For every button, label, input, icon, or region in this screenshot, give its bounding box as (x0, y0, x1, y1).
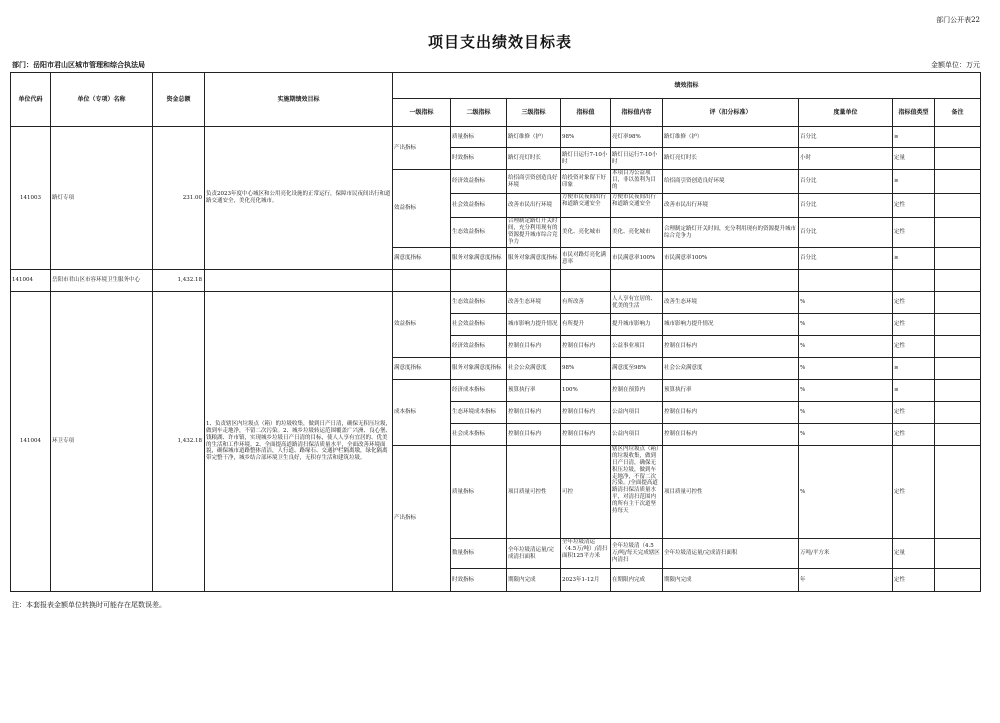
value-type-cell: 定性 (893, 446, 935, 539)
value-cell: 路灯日运行7-10小时 (561, 148, 611, 170)
value-cell (561, 270, 611, 292)
remark-cell (935, 194, 981, 218)
header-measure: 度量单位 (799, 99, 893, 127)
value-cell: 100% (561, 380, 611, 402)
table-row (11, 270, 981, 292)
table-number-label: 部门公开表22 (936, 16, 980, 24)
total-cell: 1,432.18 (153, 270, 205, 292)
value-cell (561, 194, 611, 218)
level2-cell: 时效指标 (451, 148, 507, 170)
remark-cell (935, 270, 981, 292)
level3-cell: 改善市民出行环境 (507, 194, 561, 218)
measure-cell: 年 (799, 569, 893, 592)
scoring-cell: 改善生态环境 (663, 292, 799, 314)
level3-cell: 城市影响力提升情况 (507, 314, 561, 336)
table-row (11, 292, 981, 314)
department-label: 部门：岳阳市君山区城市管理和综合执法局 (12, 60, 145, 69)
remark-cell (935, 248, 981, 270)
level2-cell: 时效指标 (451, 569, 507, 592)
remark-cell (935, 569, 981, 592)
scoring-cell: 市民满意率100% (663, 248, 799, 270)
value-cell: 市民对路灯亮化满意率 (561, 248, 611, 270)
level2-cell: 质量指标 (451, 446, 507, 539)
level2-cell: 质量指标 (451, 127, 507, 148)
value-content-cell: 在期限内完成 (611, 569, 663, 592)
total-cell: 231.00 (153, 127, 205, 270)
level2-cell: 社会效益指标 (451, 194, 507, 218)
remark-cell (935, 380, 981, 402)
level2-cell: 经济效益指标 (451, 170, 507, 194)
remark-cell (935, 402, 981, 424)
value-content-cell: 公益事业项目 (611, 336, 663, 358)
measure-cell: % (799, 446, 893, 539)
measure-cell: % (799, 380, 893, 402)
header-value-content: 指标值内容 (611, 99, 663, 127)
value-content-text: 本项目为公益项目，非以盈利为目的 (612, 170, 657, 190)
level3-text: 合理制定路灯开关时间，充分利用现有的资源提升城市综合竞争力 (508, 218, 558, 245)
level1-cell: 产出指标 (393, 446, 451, 592)
header-value: 指标值 (561, 99, 611, 127)
remark-cell (935, 539, 981, 569)
measure-cell: 百分比 (799, 194, 893, 218)
remark-cell (935, 358, 981, 380)
scoring-cell: 路灯亮灯时长 (663, 148, 799, 170)
level3-cell (507, 270, 561, 292)
level3-cell: 期限内完成 (507, 569, 561, 592)
value-content-text: 辖区内垃圾点（箱）的垃圾收集，做到日产日清，确保无积压垃圾，做到车走地净，不留二次污染。/全面提高道路清扫保洁质量水平，对清扫范围内的所有主干次道坚持每天 (612, 446, 659, 514)
remark-cell (935, 314, 981, 336)
unit-code-cell: 141004 (11, 292, 51, 592)
value-content-cell (611, 194, 663, 218)
unit-name-cell: 路灯专项 (51, 127, 153, 270)
footer-note: 注：本套报表金额单位转换时可能存在尾数误差。 (12, 601, 166, 609)
measure-cell: % (799, 424, 893, 446)
level2-cell: 经济成本指标 (451, 380, 507, 402)
measure-cell: 百分比 (799, 248, 893, 270)
scoring-cell: 控制在目标内 (663, 424, 799, 446)
header-unit-code: 单位代码 (11, 73, 51, 127)
value-content-cell: 公益内项目 (611, 424, 663, 446)
value-text: 全年垃圾清运（4.5万/吨）/清扫面积125平方米 (562, 539, 608, 559)
level2-cell: 数量指标 (451, 539, 507, 569)
value-cell: 给投资对象留下好印象 (561, 170, 611, 194)
level2-cell: 生态效益指标 (451, 218, 507, 248)
scoring-cell: 改善市民出行环境 (663, 194, 799, 218)
scoring-cell: 路灯维修（护） (663, 127, 799, 148)
value-type-cell: 定性 (893, 218, 935, 248)
value-content-cell: 满意度至98% (611, 358, 663, 380)
level2-cell: 社会成本指标 (451, 424, 507, 446)
value-content-cell (611, 270, 663, 292)
unit-code-cell: 141004 (11, 270, 51, 292)
level3-cell: 路灯维修（护） (507, 127, 561, 148)
level2-cell: 社会效益指标 (451, 314, 507, 336)
scoring-cell: 控制在目标内 (663, 336, 799, 358)
value-content-cell: 美化、亮化城市 (611, 218, 663, 248)
goal-cell (205, 270, 393, 292)
header-remark: 备注 (935, 99, 981, 127)
value-type-cell: ≥ (893, 358, 935, 380)
value-content-text: 方便市民夜间出行和道路交通安全 (612, 194, 657, 207)
header-level1: 一级指标 (393, 99, 451, 127)
scoring-cell: 全年垃圾清运量/完成清扫面积 (663, 539, 799, 569)
value-type-cell: 定性 (893, 424, 935, 446)
level3-cell: 给招商引资创造良好环境 (507, 170, 561, 194)
value-type-cell: ≤ (893, 380, 935, 402)
header-level3: 三级指标 (507, 99, 561, 127)
measure-cell (799, 270, 893, 292)
remark-cell (935, 336, 981, 358)
value-cell: 98% (561, 127, 611, 148)
header-unit-name: 单位（专项）名称 (51, 73, 153, 127)
remark-cell (935, 170, 981, 194)
value-type-cell: 定性 (893, 292, 935, 314)
scoring-cell: 项目质量可控性 (663, 446, 799, 539)
level2-cell: 服务对象满意度指标 (451, 248, 507, 270)
level1-cell: 成本指标 (393, 380, 451, 446)
value-cell: 控制在目标内 (561, 424, 611, 446)
level3-cell: 社会公众满意度 (507, 358, 561, 380)
remark-cell (935, 218, 981, 248)
scoring-cell: 控制在目标内 (663, 402, 799, 424)
remark-cell (935, 424, 981, 446)
scoring-cell: 城市影响力提升情况 (663, 314, 799, 336)
value-type-cell: 定量 (893, 539, 935, 569)
level3-cell: 路灯亮灯时长 (507, 148, 561, 170)
value-content-cell: 全年垃圾清（4.5万/吨/每天完成辖区内清扫 (611, 539, 663, 569)
measure-cell: % (799, 402, 893, 424)
value-content-cell: 控制在预算内 (611, 380, 663, 402)
page-title: 项目支出绩效目标表 (427, 33, 572, 51)
unit-name-cell: 岳阳市君山区市容环境卫生服务中心 (51, 270, 153, 292)
scoring-cell: 期限内完成 (663, 569, 799, 592)
header-scoring: 评（扣分标准） (663, 99, 799, 127)
value-type-cell: 定性 (893, 314, 935, 336)
level1-cell: 效益指标 (393, 170, 451, 248)
performance-table (10, 72, 981, 592)
level3-cell: 控制在目标内 (507, 402, 561, 424)
value-text: 方便市民夜间出行和道路交通安全 (562, 194, 607, 207)
unit-code-cell: 141003 (11, 127, 51, 270)
value-type-cell: 定性 (893, 569, 935, 592)
value-type-cell: ≥ (893, 127, 935, 148)
level3-cell: 预算执行率 (507, 380, 561, 402)
level2-cell (451, 270, 507, 292)
level2-cell: 生态环境成本指标 (451, 402, 507, 424)
remark-cell (935, 446, 981, 539)
remark-cell (935, 148, 981, 170)
value-content-cell: 亮灯率98% (611, 127, 663, 148)
table-row (11, 127, 981, 148)
value-content-cell: 公益内项目 (611, 402, 663, 424)
measure-cell: % (799, 336, 893, 358)
value-content-cell (611, 446, 663, 539)
scoring-cell: 合理制定路灯开关时间，充分利用现有的资源提升城市综合竞争力 (663, 218, 799, 248)
level1-cell: 产出指标 (393, 127, 451, 170)
value-type-cell (893, 270, 935, 292)
value-type-cell: 定性 (893, 194, 935, 218)
measure-cell: 万吨/平方米 (799, 539, 893, 569)
level2-cell: 服务对象满意度指标 (451, 358, 507, 380)
value-type-cell: 定性 (893, 402, 935, 424)
value-cell (561, 539, 611, 569)
value-cell: 可控 (561, 446, 611, 539)
measure-cell: 百分比 (799, 218, 893, 248)
value-content-cell: 人人享有宜居的、优美的生活 (611, 292, 663, 314)
value-cell: 美化、亮化城市 (561, 218, 611, 248)
level3-cell: 控制在目标内 (507, 336, 561, 358)
level3-cell: 服务对象满意度指标 (507, 248, 561, 270)
measure-cell: % (799, 314, 893, 336)
header-indicators: 绩效指标 (393, 73, 981, 99)
goal-cell: 负责2023年度中心城区和公用亮化设施的正常运行，保障市民夜间出行和道路交通安全，美化亮化城市。 (205, 127, 393, 270)
amount-unit-label: 金额单位：万元 (931, 61, 980, 69)
unit-name-cell: 环卫专项 (51, 292, 153, 592)
scoring-cell: 社会公众满意度 (663, 358, 799, 380)
level1-cell: 满意度指标 (393, 358, 451, 380)
measure-cell: % (799, 358, 893, 380)
scoring-cell: 给招商引资创造良好环境 (663, 170, 799, 194)
level3-cell: 改善生态环境 (507, 292, 561, 314)
measure-cell: 百分比 (799, 127, 893, 148)
level3-cell: 全年垃圾清运量/完成清扫面积 (507, 539, 561, 569)
level2-cell: 生态效益指标 (451, 292, 507, 314)
measure-cell: % (799, 292, 893, 314)
level3-cell (507, 218, 561, 248)
value-cell: 有所改善 (561, 292, 611, 314)
value-cell: 控制在目标内 (561, 336, 611, 358)
value-content-cell: 路灯日运行7-10小时 (611, 148, 663, 170)
remark-cell (935, 292, 981, 314)
value-type-cell: ≥ (893, 248, 935, 270)
level1-cell (393, 270, 451, 292)
header-value-type: 指标值类型 (893, 99, 935, 127)
measure-cell: 百分比 (799, 170, 893, 194)
value-cell: 有所提升 (561, 314, 611, 336)
header-level2: 二级指标 (451, 99, 507, 127)
header-goal: 实施期绩效目标 (205, 73, 393, 127)
scoring-cell: 预算执行率 (663, 380, 799, 402)
value-type-cell: 定性 (893, 336, 935, 358)
value-type-cell: ≥ (893, 170, 935, 194)
goal-cell: 1、负责辖区内垃圾点（箱）的垃圾收集，做到日产日清，确保无积压垃圾，做到车走地净，不留二次污染。2、城乡垃圾转运范围覆盖广兴洲、良心堡、钱粮湖、许市镇，实现城乡垃圾日产日清的目标，使人人享有宜居的、优美的生活和工作环境。2、全面提高道路清扫保洁质量水平，全面改善环境面貌，确保城市道路整体清洁，人行道、路缘石、交通护栏隔离墩，绿化隔离带完整干净，城乡结合部环境卫生良好，无积存生活和建筑垃圾。 (205, 292, 393, 592)
scoring-cell (663, 270, 799, 292)
level1-cell: 满意度指标 (393, 248, 451, 270)
value-content-cell (611, 170, 663, 194)
level3-cell: 项目质量可控性 (507, 446, 561, 539)
level1-cell: 效益指标 (393, 292, 451, 358)
value-cell: 98% (561, 358, 611, 380)
value-type-cell: 定量 (893, 148, 935, 170)
value-cell: 2023年1-12月 (561, 569, 611, 592)
level2-cell: 经济效益指标 (451, 336, 507, 358)
remark-cell (935, 127, 981, 148)
total-cell: 1,432.18 (153, 292, 205, 592)
header-total: 资金总额 (153, 73, 205, 127)
value-cell: 控制在目标内 (561, 402, 611, 424)
level3-cell: 控制在目标内 (507, 424, 561, 446)
value-content-cell: 市民满意率100% (611, 248, 663, 270)
measure-cell: 小时 (799, 148, 893, 170)
value-content-cell: 提升城市影响力 (611, 314, 663, 336)
